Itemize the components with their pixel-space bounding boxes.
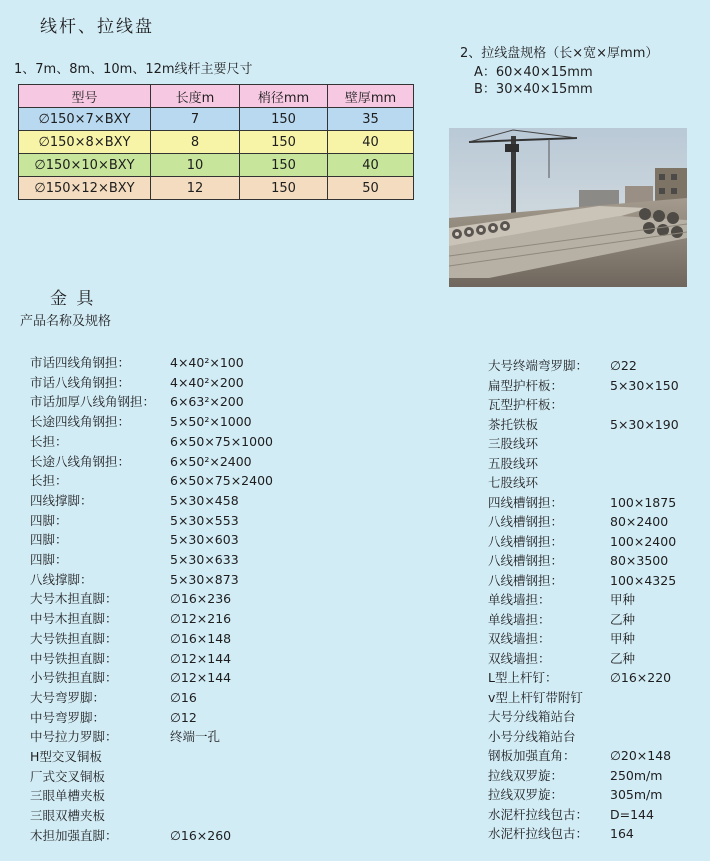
table-cell: ∅150×7×BXY [19, 108, 151, 131]
hardware-subtitle: 产品名称及规格 [20, 314, 112, 329]
list-item-spec: ∅12×144 [170, 650, 232, 666]
list-item-name: 长担： [30, 433, 68, 449]
table-cell: 7 [151, 108, 240, 131]
list-item-name: 水泥杆拉线包古： [488, 806, 589, 822]
list-item-name: 市话八线角钢担： [30, 374, 131, 390]
list-item-spec: D=144 [610, 806, 654, 822]
list-item-spec: 6×63²×200 [170, 394, 244, 410]
list-item-spec: 4×40²×100 [170, 355, 244, 370]
list-item-name: 大号终端弯罗脚： [488, 358, 589, 373]
list-item-spec: ∅22 [610, 358, 637, 373]
list-item-name: 长途八线角钢担： [30, 453, 131, 469]
list-item-name: 三股线环 [488, 436, 539, 451]
disk-spec-b: B：30×40×15mm [474, 82, 593, 97]
list-item-spec: 乙种 [610, 650, 636, 666]
list-item-spec: 250m/m [610, 767, 663, 783]
list-item-spec: 5×50²×1000 [170, 414, 252, 430]
table-cell: ∅150×12×BXY [19, 177, 151, 200]
table-cell: ∅150×8×BXY [19, 131, 151, 154]
list-item-name: 四线槽钢担： [488, 494, 564, 510]
list-item-spec: ∅12×144 [170, 670, 232, 686]
list-item-name: 四线撑脚： [30, 492, 93, 508]
list-item-name: 拉线双罗旋： [488, 767, 564, 783]
list-item-name: 四脚： [30, 552, 68, 567]
table-header-cell: 型号 [19, 85, 151, 108]
pole-spec-table [18, 84, 414, 200]
list-item-spec: 305m/m [610, 787, 663, 802]
table-row [19, 154, 414, 177]
table-cell: 150 [240, 154, 328, 177]
list-item-name: 八线槽钢担： [488, 572, 564, 588]
disk-spec-a: A：60×40×15mm [474, 65, 593, 80]
list-item-name: 茶托铁板 [488, 416, 539, 432]
table-header-cell: 长度m [151, 85, 240, 108]
list-item-spec: ∅16 [170, 689, 197, 705]
list-item-name: 市话四线角钢担： [30, 355, 131, 370]
list-item-name: 拉线双罗旋： [488, 787, 564, 802]
list-item-name: 三眼单槽夹板 [30, 788, 106, 804]
table-row [19, 108, 414, 131]
table-cell: 150 [240, 131, 328, 154]
list-item-spec: 6×50²×2400 [170, 453, 252, 469]
table-cell: 150 [240, 177, 328, 200]
list-item-name: 中号拉力罗脚： [30, 729, 118, 745]
list-item-name: 木担加强直脚： [30, 827, 118, 843]
table-cell: 10 [151, 154, 240, 177]
list-item-name: 三眼双槽夹板 [30, 808, 106, 824]
table-cell: 12 [151, 177, 240, 200]
list-item-name: 双线墙担： [488, 631, 551, 646]
list-item-spec: 乙种 [610, 611, 636, 627]
section-title-poles: 线杆、拉线盘 [40, 17, 154, 37]
list-item-spec: 6×50×75×2400 [170, 473, 273, 489]
list-item-name: 单线墙担： [488, 592, 551, 607]
list-item-name: 瓦型护杆板： [488, 397, 564, 412]
list-item-name: 单线墙担： [488, 611, 551, 627]
list-item-name: H型交叉铜板 [30, 749, 102, 764]
list-item-spec: ∅16×260 [170, 827, 232, 843]
list-item-name: L型上杆钉： [488, 670, 558, 685]
list-item-spec: 100×4325 [610, 572, 677, 588]
list-item-spec: 80×3500 [610, 553, 669, 568]
list-item-name: 七股线环 [488, 475, 539, 490]
list-item-name: 小号铁担直脚： [30, 670, 118, 686]
list-item-spec: 终端一孔 [170, 729, 221, 745]
list-item-name: 八线槽钢担： [488, 514, 564, 529]
list-item-spec: ∅20×148 [610, 748, 672, 763]
list-item-name: 中号弯罗脚： [30, 709, 106, 725]
list-item-name: 钢板加强直角： [488, 748, 576, 763]
list-item-name: 扁型护杆板： [488, 377, 564, 393]
list-item-spec: 5×30×873 [170, 571, 239, 587]
table-row [19, 177, 414, 200]
list-item-spec: 80×2400 [610, 514, 669, 529]
list-item-spec: 6×50×75×1000 [170, 433, 273, 449]
table-cell: 40 [328, 131, 414, 154]
list-item-name: 长担： [30, 473, 68, 489]
list-item-name: 四脚： [30, 512, 68, 528]
list-item-spec: 4×40²×200 [170, 374, 244, 390]
pole-yard-photo [449, 128, 687, 287]
table-header-row [19, 85, 414, 108]
list-item-name: 八线槽钢担： [488, 553, 564, 568]
list-item-name: 长途四线角钢担： [30, 414, 131, 430]
table-cell: 50 [328, 177, 414, 200]
list-item-spec: ∅12×216 [170, 611, 232, 627]
list-item-name: 中号铁担直脚： [30, 650, 118, 666]
list-item-name: 四脚： [30, 532, 68, 548]
list-item-name: 八线槽钢担： [488, 533, 564, 549]
list-item-name: 双线墙担： [488, 650, 551, 666]
list-item-name: 五股线环 [488, 455, 539, 471]
list-item-name: 水泥杆拉线包古： [488, 826, 589, 841]
list-item-name: 大号铁担直脚： [30, 630, 118, 646]
table-cell: ∅150×10×BXY [19, 154, 151, 177]
table-cell: 8 [151, 131, 240, 154]
table-cell: 40 [328, 154, 414, 177]
list-item-spec: 5×30×553 [170, 512, 239, 528]
list-item-spec: ∅12 [170, 709, 197, 725]
list-item-spec: 5×30×603 [170, 532, 239, 548]
list-item-spec: 5×30×150 [610, 377, 679, 393]
list-item-spec: 5×30×458 [170, 492, 239, 508]
list-item-spec: 甲种 [610, 592, 636, 607]
list-item-spec: 5×30×633 [170, 552, 239, 567]
list-item-spec: ∅16×220 [610, 670, 672, 685]
table-cell: 35 [328, 108, 414, 131]
table-cell: 150 [240, 108, 328, 131]
list-item-name: 大号分线箱站台 [488, 709, 576, 724]
pole-size-subtitle: 1、7m、8m、10m、12m线杆主要尺寸 [14, 62, 253, 77]
list-item-spec: 100×2400 [610, 533, 677, 549]
list-item-spec: 100×1875 [610, 494, 677, 510]
table-header-cell: 梢径mm [240, 85, 328, 108]
list-item-name: 八线撑脚： [30, 571, 93, 587]
list-item-spec: 5×30×190 [610, 416, 679, 432]
table-row [19, 131, 414, 154]
list-item-name: 厂式交叉铜板 [30, 768, 106, 784]
list-item-name: 大号木担直脚： [30, 591, 118, 607]
list-item-spec: 164 [610, 826, 634, 841]
list-item-spec: ∅16×148 [170, 630, 232, 646]
section-title-hardware: 金 具 [50, 289, 96, 309]
list-item-name: 大号弯罗脚： [30, 689, 106, 705]
table-header-cell: 壁厚mm [328, 85, 414, 108]
list-item-spec: 甲种 [610, 631, 636, 646]
list-item-name: 市话加厚八线角钢担： [30, 394, 156, 410]
list-item-name: 小号分线箱站台 [488, 728, 576, 744]
list-item-name: 中号木担直脚： [30, 611, 118, 627]
disk-spec-title: 2、拉线盘规格（长×宽×厚mm） [460, 46, 659, 61]
list-item-name: v型上杆钉带附钉 [488, 689, 583, 705]
list-item-spec: ∅16×236 [170, 591, 232, 607]
